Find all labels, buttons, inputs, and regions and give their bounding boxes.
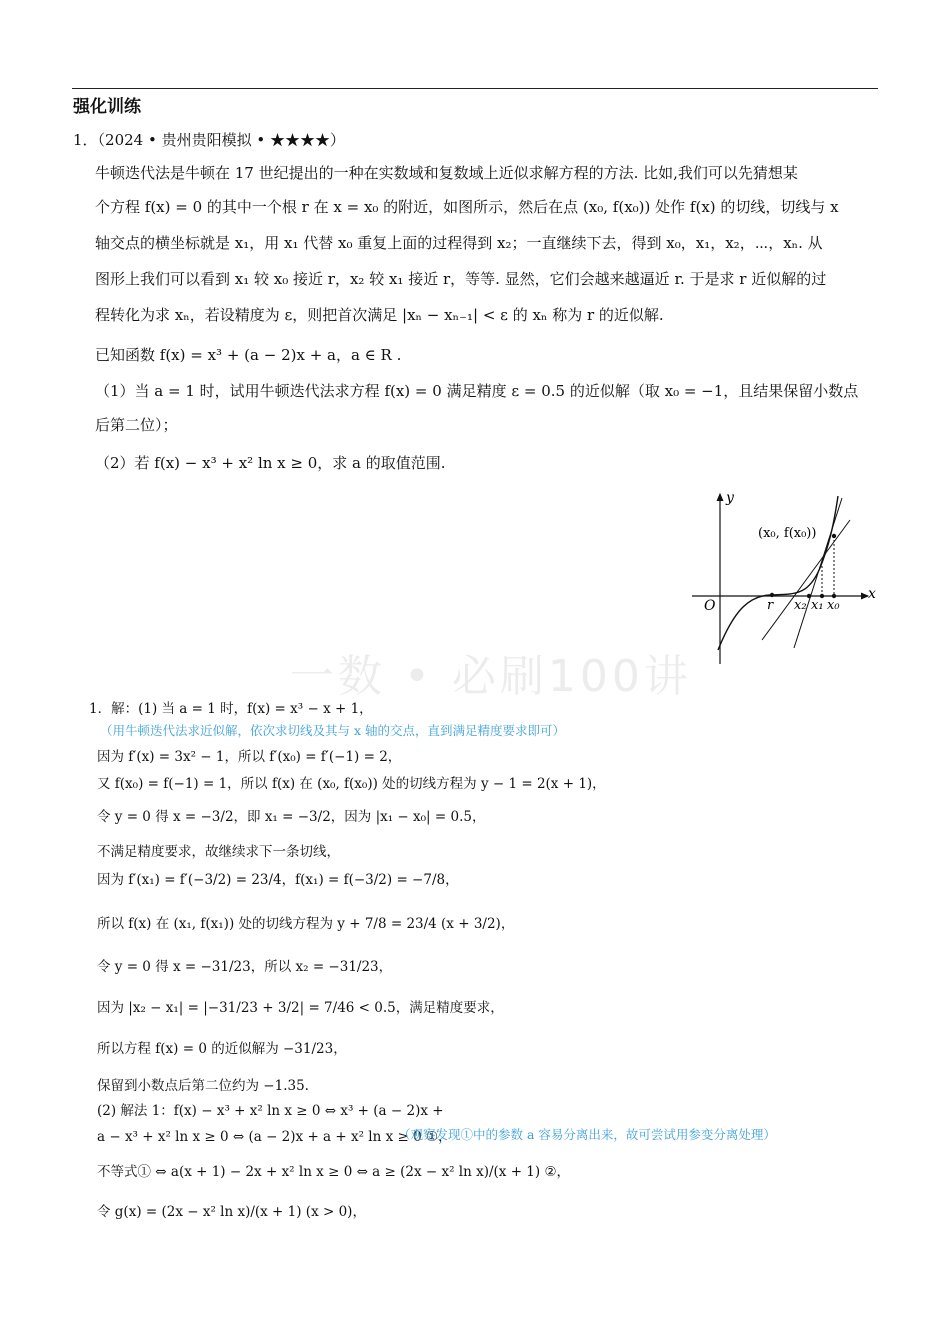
tick-r: r bbox=[767, 598, 774, 613]
tick-x1: x₁ bbox=[811, 598, 824, 613]
y-axis-label: y bbox=[726, 490, 734, 506]
function-curve bbox=[718, 496, 838, 650]
sol-line-4: 又 f(x₀) = f(−1) = 1，所以 f(x) 在 (x₀, f(x₀)) 处的切线方程为 y − 1 = 2(x + 1)， bbox=[97, 776, 606, 792]
sol-line-10: 因为 |x₂ − x₁| = |−31/23 + 3/2| = 7/46 < 0.5，满足精度要求， bbox=[97, 1000, 504, 1016]
sol-line-16: 不等式① ⇔ a(x + 1) − 2x + x² ln x ≥ 0 ⇔ a ≥ (2x − x² ln x)/(x + 1) ②， bbox=[97, 1164, 571, 1180]
top-rule bbox=[72, 88, 878, 89]
sol-note-1: （用牛顿迭代法求近似解，依次求切线及其与 x 轴的交点，直到满足精度要求即可） bbox=[100, 723, 565, 738]
watermark: 一数 • 必刷100讲 bbox=[290, 651, 692, 702]
sol-line-7: 因为 f′(x₁) = f′(−3/2) = 23/4，f(x₁) = f(−3/2) = −7/8， bbox=[97, 872, 459, 888]
origin-label: O bbox=[704, 598, 716, 614]
sol-line-13: (2) 解法 1：f(x) − x³ + x² ln x ≥ 0 ⇔ x³ + (a − 2)x + bbox=[97, 1103, 444, 1119]
sol-line-11: 所以方程 f(x) = 0 的近似解为 −31/23， bbox=[97, 1041, 347, 1057]
sol-line-8: 所以 f(x) 在 (x₁, f(x₁)) 处的切线方程为 y + 7/8 = 23/4 (x + 3/2)， bbox=[97, 916, 515, 932]
point-x0 bbox=[832, 534, 836, 538]
intro-line-4: 图形上我们可以看到 x₁ 较 x₀ 接近 r，x₂ 较 x₁ 接近 r，等等. 显然，它们会越来越逼近 r. 于是求 r 近似解的过 bbox=[95, 270, 827, 288]
sol-line-12: 保留到小数点后第二位约为 −1.35. bbox=[97, 1078, 309, 1094]
root-point bbox=[770, 593, 774, 597]
given-function: 已知函数 f(x) = x³ + (a − 2)x + a，a ∈ R . bbox=[95, 346, 402, 364]
tick-x0: x₀ bbox=[827, 598, 840, 613]
sol-line-1: 1．解：(1) 当 a = 1 时，f(x) = x³ − x + 1， bbox=[89, 701, 373, 717]
tick-x2: x₂ bbox=[794, 598, 807, 613]
intro-line-3: 轴交点的横坐标就是 x₁，用 x₁ 代替 x₀ 重复上面的过程得到 x₂；一直继续下去，得到 x₀，x₁，x₂，⋯，xₙ. 从 bbox=[95, 234, 823, 252]
part1-line-1: （1）当 a = 1 时，试用牛顿迭代法求方程 f(x) = 0 满足精度 ε = 0.5 的近似解（取 x₀ = −1，且结果保留小数点 bbox=[95, 382, 859, 400]
part1-line-2: 后第二位）； bbox=[95, 416, 178, 434]
sol-line-14: a − x³ + x² ln x ≥ 0 ⇔ (a − 2)x + a + x² ln x ≥ 0 ①， bbox=[97, 1129, 452, 1145]
intro-line-2: 个方程 f(x) = 0 的其中一个根 r 在 x = x₀ 的附近，如图所示，然后在点 (x₀, f(x₀)) 处作 f(x) 的切线，切线与 x bbox=[95, 198, 839, 216]
part2: （2）若 f(x) − x³ + x² ln x ≥ 0，求 a 的取值范围. bbox=[95, 454, 446, 472]
newton-method-figure bbox=[690, 488, 880, 668]
intro-line-5: 程转化为求 xₙ，若设精度为 ε，则把首次满足 |xₙ − xₙ₋₁| < ε 的 xₙ 称为 r 的近似解. bbox=[95, 306, 664, 324]
x-axis-label: x bbox=[868, 586, 876, 602]
tangent-line-1 bbox=[794, 498, 842, 648]
sol-note-2: （观察发现①中的参数 a 容易分离出来，故可尝试用参变分离处理） bbox=[398, 1127, 776, 1142]
section-title: 强化训练 bbox=[73, 97, 141, 117]
point-label: (x₀, f(x₀)) bbox=[758, 526, 817, 541]
intro-line-1: 牛顿迭代法是牛顿在 17 世纪提出的一种在实数域和复数域上近似求解方程的方法. 比如,我们可以先猜想某 bbox=[95, 164, 798, 182]
sol-line-6: 不满足精度要求，故继续求下一条切线， bbox=[97, 844, 340, 860]
sol-line-5: 令 y = 0 得 x = −3/2，即 x₁ = −3/2，因为 |x₁ − x₀| = 0.5， bbox=[97, 809, 486, 825]
sol-line-17: 令 g(x) = (2x − x² ln x)/(x + 1) (x > 0)， bbox=[97, 1204, 366, 1220]
problem-header: 1．（2024 • 贵州贵阳模拟 • ★★★★） bbox=[73, 131, 345, 149]
sol-line-9: 令 y = 0 得 x = −31/23，所以 x₂ = −31/23， bbox=[97, 959, 393, 975]
sol-line-3: 因为 f′(x) = 3x² − 1，所以 f′(x₀) = f′(−1) = 2， bbox=[97, 749, 402, 765]
